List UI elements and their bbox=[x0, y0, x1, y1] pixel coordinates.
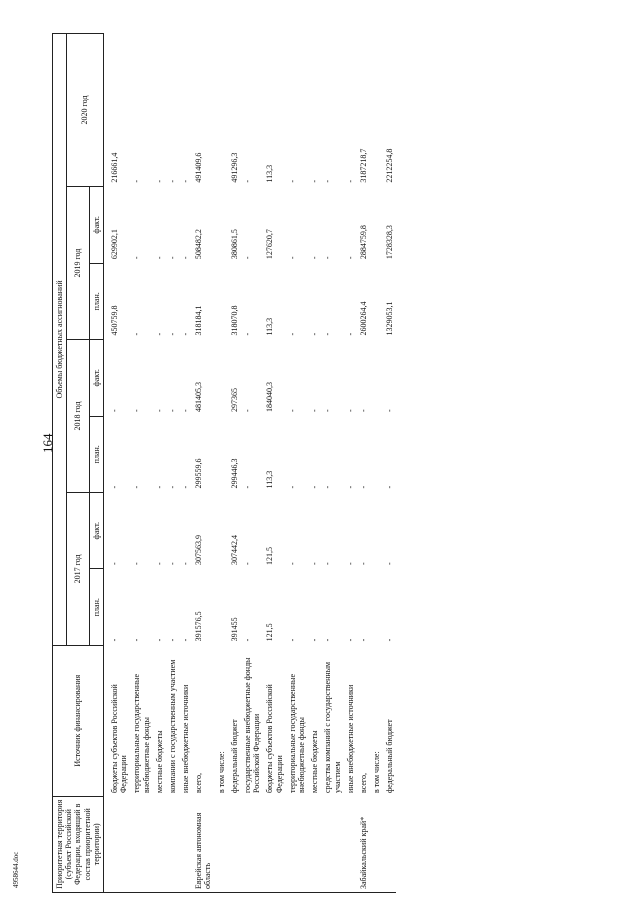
value-2020: - bbox=[323, 179, 333, 183]
value-2019-fact bbox=[370, 187, 383, 263]
table-row bbox=[228, 34, 241, 893]
value-2019-fact: - bbox=[154, 256, 164, 260]
table-row bbox=[344, 34, 357, 893]
value-2019-plan: - bbox=[345, 332, 355, 336]
source-cell: в том числе: bbox=[216, 751, 226, 794]
document-id: 4958644.doc bbox=[12, 851, 20, 888]
value-2017-plan: - bbox=[109, 638, 119, 642]
value-2018-fact: - bbox=[181, 409, 191, 413]
header-territory: Приоритетная территория (субъект Российской Федерации, входящий в состав приоритетной территории) bbox=[53, 796, 104, 892]
value-2018-fact: - bbox=[345, 409, 355, 413]
value-2018-plan: - bbox=[385, 485, 395, 489]
value-2019-plan: 2600264,4 bbox=[358, 301, 368, 336]
budget-table bbox=[52, 33, 396, 893]
header-2017-fact: факт. bbox=[89, 492, 103, 568]
source-cell: бюджеты субъектов Российской Федерации bbox=[265, 684, 284, 794]
header-2019-fact: факт. bbox=[89, 187, 103, 263]
table-row bbox=[130, 34, 152, 893]
value-2018-plan: - bbox=[243, 485, 252, 489]
source-cell: федеральный бюджет bbox=[385, 719, 395, 794]
territory-cell bbox=[228, 796, 241, 892]
value-2019-plan: - bbox=[323, 332, 333, 336]
value-2017-plan: - bbox=[181, 638, 191, 642]
value-2020: 491296,3 bbox=[229, 152, 239, 183]
source-cell: бюджеты субъектов Российской Федерации bbox=[109, 684, 129, 794]
value-2018-fact: - bbox=[109, 409, 119, 413]
source-cell: всего, bbox=[194, 773, 204, 794]
header-2017-plan: план. bbox=[89, 569, 103, 645]
value-2019-plan: - bbox=[181, 332, 191, 336]
table-row bbox=[192, 34, 214, 893]
header-year-2019: 2019 год bbox=[67, 187, 90, 340]
territory-cell bbox=[179, 796, 192, 892]
value-2018-fact: 481405,3 bbox=[194, 382, 204, 413]
value-2018-plan: - bbox=[167, 485, 177, 489]
territory-cell bbox=[370, 796, 383, 892]
value-2020: 491409,6 bbox=[194, 152, 204, 183]
value-2018-fact: - bbox=[310, 409, 320, 413]
value-2017-fact: 307563,9 bbox=[194, 534, 204, 565]
value-2017-plan bbox=[370, 569, 383, 645]
value-2018-fact: - bbox=[132, 409, 142, 413]
value-2017-plan: - bbox=[385, 638, 395, 642]
value-2020: - bbox=[132, 179, 142, 183]
table-row bbox=[286, 34, 308, 893]
value-2018-plan: - bbox=[323, 485, 333, 489]
value-2019-fact: - bbox=[310, 256, 320, 260]
value-2020 bbox=[370, 34, 383, 187]
value-2018-plan: - bbox=[181, 485, 191, 489]
value-2020 bbox=[215, 34, 228, 187]
value-2019-plan: - bbox=[132, 332, 142, 336]
value-2017-plan: 391576,5 bbox=[194, 611, 204, 642]
value-2020: 216661,4 bbox=[109, 152, 119, 183]
value-2017-fact bbox=[215, 492, 228, 568]
source-cell: федеральный бюджет bbox=[229, 719, 239, 794]
source-cell: местные бюджеты bbox=[154, 730, 164, 794]
value-2017-fact: - bbox=[385, 562, 395, 565]
value-2019-plan: 318184,1 bbox=[194, 305, 204, 336]
value-2019-fact bbox=[215, 187, 228, 263]
value-2017-fact: - bbox=[181, 562, 191, 565]
source-cell: территориальные государственные внебюджетные фонды bbox=[287, 673, 306, 794]
header-2018-plan: план. bbox=[89, 416, 103, 492]
value-2019-plan: - bbox=[243, 332, 252, 336]
source-cell: иные внебюджетные источники bbox=[345, 684, 355, 794]
value-2018-plan: - bbox=[310, 485, 320, 489]
territory-cell bbox=[286, 796, 308, 892]
value-2017-plan: - bbox=[243, 638, 252, 642]
value-2017-fact: - bbox=[132, 562, 142, 565]
table-row bbox=[241, 34, 263, 893]
territory-cell bbox=[241, 796, 263, 892]
table-row bbox=[263, 34, 285, 893]
value-2019-plan: - bbox=[287, 332, 297, 336]
value-2020: 3187218,7 bbox=[358, 148, 368, 183]
value-2017-plan: - bbox=[132, 638, 142, 642]
value-2017-plan: - bbox=[323, 638, 333, 642]
value-2019-fact: - bbox=[287, 256, 297, 260]
value-2018-plan: 299559,6 bbox=[194, 458, 204, 489]
header-2018-fact: факт. bbox=[89, 340, 103, 416]
value-2020: - bbox=[181, 179, 191, 183]
table-row bbox=[103, 34, 130, 893]
value-2018-plan: - bbox=[109, 485, 119, 489]
value-2017-plan: - bbox=[287, 638, 297, 642]
source-cell: иные внебюджетные источники bbox=[181, 684, 191, 794]
value-2019-plan: - bbox=[167, 332, 177, 336]
value-2019-plan: 1329053,1 bbox=[385, 301, 395, 336]
table-row bbox=[308, 34, 321, 893]
table-row bbox=[383, 34, 396, 893]
value-2019-plan bbox=[370, 263, 383, 339]
value-2019-fact: 127620,7 bbox=[265, 229, 275, 260]
value-2017-fact: - bbox=[358, 562, 368, 565]
table-row bbox=[370, 34, 383, 893]
source-cell: государственные внебюджетные фонды Российской Федерации bbox=[243, 657, 262, 794]
value-2017-plan bbox=[215, 569, 228, 645]
value-2018-fact bbox=[215, 340, 228, 416]
value-2019-fact: - bbox=[181, 256, 191, 260]
value-2020: - bbox=[154, 179, 164, 183]
value-2019-fact: 380861,5 bbox=[229, 229, 239, 260]
value-2017-plan: - bbox=[167, 638, 177, 642]
value-2018-fact: 297365 bbox=[229, 388, 239, 413]
source-cell: территориальные государственные внебюджетные фонды bbox=[132, 673, 151, 794]
value-2017-fact: - bbox=[167, 562, 177, 565]
header-source: Источник финансирования bbox=[53, 645, 104, 796]
value-2020: - bbox=[287, 179, 297, 183]
value-2018-fact: 184040,3 bbox=[265, 382, 275, 413]
value-2019-fact: - bbox=[345, 256, 355, 260]
value-2017-fact: - bbox=[345, 562, 355, 565]
header-2019-plan: план. bbox=[89, 263, 103, 339]
territory-cell: Забайкальский край* bbox=[357, 796, 370, 892]
value-2018-plan bbox=[370, 416, 383, 492]
territory-cell bbox=[321, 796, 343, 892]
table-row bbox=[179, 34, 192, 893]
table-row bbox=[321, 34, 343, 893]
territory-cell bbox=[215, 796, 228, 892]
territory-cell bbox=[263, 796, 285, 892]
value-2020: - bbox=[167, 179, 177, 183]
territory-cell bbox=[166, 796, 179, 892]
territory-cell bbox=[130, 796, 152, 892]
table-row bbox=[153, 34, 166, 893]
table-body bbox=[103, 34, 396, 893]
value-2018-plan: - bbox=[345, 485, 355, 489]
value-2019-fact: 629902,1 bbox=[109, 229, 119, 260]
value-2018-plan: - bbox=[154, 485, 164, 489]
value-2017-fact: 121,5 bbox=[265, 546, 275, 565]
table-header bbox=[53, 34, 104, 893]
header-volumes: Объемы бюджетных ассигнований bbox=[53, 34, 67, 646]
value-2019-fact: 508482,2 bbox=[194, 229, 204, 260]
value-2018-fact: - bbox=[154, 409, 164, 413]
value-2019-plan: 318070,8 bbox=[229, 305, 239, 336]
territory-cell: Еврейская автономная область bbox=[192, 796, 214, 892]
page-number: 164 bbox=[40, 433, 55, 453]
value-2018-plan: - bbox=[358, 485, 368, 489]
territory-cell bbox=[103, 796, 130, 892]
territory-cell bbox=[344, 796, 357, 892]
territory-cell bbox=[308, 796, 321, 892]
rotated-table-container bbox=[52, 33, 612, 893]
value-2018-fact: - bbox=[358, 409, 368, 413]
value-2017-fact: - bbox=[154, 562, 164, 565]
value-2017-fact: - bbox=[310, 562, 320, 565]
value-2018-plan: - bbox=[287, 485, 297, 489]
value-2017-plan: - bbox=[154, 638, 164, 642]
value-2017-plan: 121,5 bbox=[265, 623, 275, 642]
value-2020: - bbox=[345, 179, 355, 183]
header-year-2020: 2020 год bbox=[67, 34, 104, 187]
value-2018-plan: 299446,3 bbox=[229, 458, 239, 489]
value-2020: - bbox=[243, 179, 252, 183]
table-row bbox=[166, 34, 179, 893]
value-2019-plan: 113,3 bbox=[265, 317, 275, 336]
source-cell: средства компаний с государственным участием bbox=[323, 661, 342, 794]
value-2017-plan: - bbox=[345, 638, 355, 642]
value-2019-fact: - bbox=[243, 256, 252, 260]
value-2019-fact: - bbox=[323, 256, 333, 260]
value-2018-plan bbox=[215, 416, 228, 492]
value-2018-plan: 113,3 bbox=[265, 470, 275, 489]
value-2018-fact: - bbox=[167, 409, 177, 413]
value-2017-plan: - bbox=[310, 638, 320, 642]
value-2019-plan: - bbox=[310, 332, 320, 336]
table-row bbox=[357, 34, 370, 893]
value-2018-fact: - bbox=[287, 409, 297, 413]
value-2017-fact: - bbox=[243, 562, 252, 565]
value-2018-fact: - bbox=[323, 409, 333, 413]
value-2020: 2212254,8 bbox=[385, 148, 395, 183]
value-2018-fact bbox=[370, 340, 383, 416]
value-2018-fact: - bbox=[243, 409, 252, 413]
value-2017-fact: 307442,4 bbox=[229, 534, 239, 565]
value-2017-fact: - bbox=[287, 562, 297, 565]
source-cell: компании с государственным участием bbox=[167, 659, 177, 794]
value-2017-fact bbox=[370, 492, 383, 568]
value-2019-plan: 450759,8 bbox=[109, 305, 119, 336]
value-2018-fact: - bbox=[385, 409, 395, 413]
value-2017-fact: - bbox=[323, 562, 333, 565]
value-2017-fact: - bbox=[109, 562, 119, 565]
source-cell: всего, bbox=[358, 773, 368, 794]
value-2020: - bbox=[310, 179, 320, 183]
value-2018-plan: - bbox=[132, 485, 142, 489]
value-2019-fact: - bbox=[132, 256, 142, 260]
value-2017-plan: - bbox=[358, 638, 368, 642]
value-2019-plan bbox=[215, 263, 228, 339]
territory-cell bbox=[153, 796, 166, 892]
territory-cell bbox=[383, 796, 396, 892]
source-cell: местные бюджеты bbox=[310, 730, 320, 794]
value-2017-plan: 391455 bbox=[229, 617, 239, 642]
value-2019-fact: 1728328,3 bbox=[385, 225, 395, 260]
value-2020: 113,3 bbox=[265, 164, 275, 183]
value-2019-fact: 2884759,8 bbox=[358, 225, 368, 260]
header-year-2018: 2018 год bbox=[67, 340, 90, 493]
value-2019-fact: - bbox=[167, 256, 177, 260]
value-2019-plan: - bbox=[154, 332, 164, 336]
source-cell: в том числе: bbox=[372, 751, 382, 794]
header-year-2017: 2017 год bbox=[67, 492, 90, 645]
table-row bbox=[215, 34, 228, 893]
